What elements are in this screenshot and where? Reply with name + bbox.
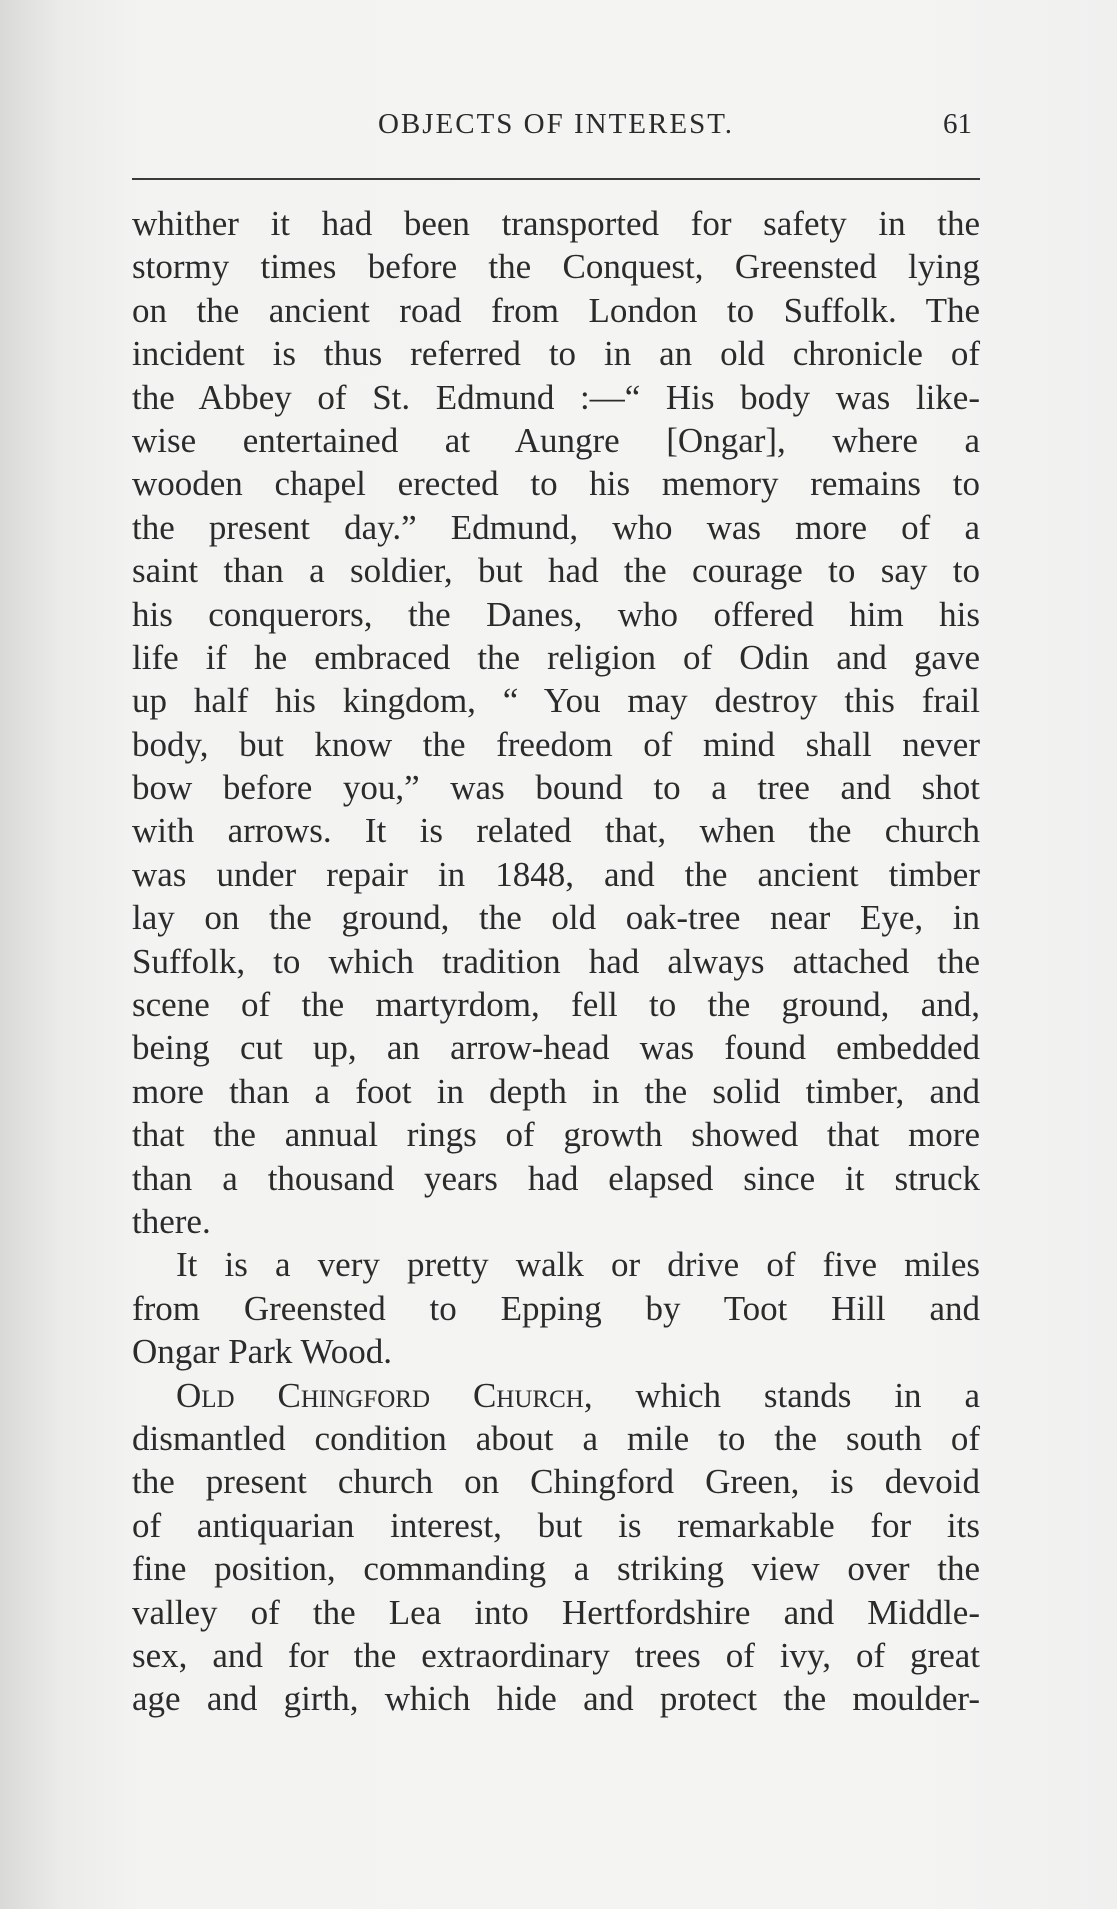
- text-line: than a thousand years had elapsed since it struck: [132, 1158, 980, 1198]
- text-line: Suffolk, to which tradition had always attached the: [132, 941, 980, 981]
- text-line: sex, and for the extraordinary trees of ivy, of great: [132, 1635, 980, 1675]
- text-line: on the ancient road from London to Suffolk. The: [132, 290, 980, 330]
- text-line: dismantled condition about a mile to the south of: [132, 1418, 980, 1458]
- text-line: scene of the martyrdom, fell to the ground, and,: [132, 985, 980, 1025]
- text-line: with arrows. It is related that, when the church: [132, 811, 980, 851]
- text-line: whither it had been transported for safety in the: [132, 204, 980, 243]
- section-heading-line: [132, 1374, 980, 1417]
- text-line: that the annual rings of growth showed that more: [132, 1115, 980, 1155]
- header-rule: [132, 178, 980, 180]
- page-header: [132, 104, 980, 144]
- text-line: body, but know the freedom of mind shall never: [132, 724, 980, 764]
- text-line: more than a foot in depth in the solid timber, and: [132, 1071, 980, 1111]
- section-heading: Old Chingford Church: [176, 1375, 584, 1415]
- text-line: the present day.” Edmund, who was more of a: [132, 507, 980, 547]
- text-line: wise entertained at Aungre [Ongar], where a: [132, 420, 980, 460]
- body-text: [132, 202, 980, 1721]
- text-line: fine position, commanding a striking view over the: [132, 1549, 980, 1589]
- text-line: saint than a soldier, but had the courage to say to: [132, 551, 980, 591]
- text-line: the Abbey of St. Edmund :—“ His body was like-: [132, 377, 980, 417]
- text-line: from Greensted to Epping by Toot Hill and: [132, 1288, 980, 1328]
- text-line: valley of the Lea into Hertfordshire and Middle-: [132, 1592, 980, 1632]
- running-head: OBJECTS OF INTEREST.: [377, 108, 735, 140]
- text-line: of antiquarian interest, but is remarkable for its: [132, 1505, 980, 1545]
- text-line: wooden chapel erected to his memory remains to: [132, 464, 980, 504]
- heading-line-rest: , which stands in a: [583, 1375, 981, 1415]
- text-line: being cut up, an arrow-head was found embedded: [132, 1028, 980, 1068]
- text-line: life if he embraced the religion of Odin and gave: [132, 637, 980, 677]
- text-line: the present church on Chingford Green, is devoid: [132, 1462, 980, 1502]
- text-line: incident is thus referred to in an old chronicle of: [132, 334, 980, 374]
- text-line: stormy times before the Conquest, Greensted lying: [132, 247, 980, 287]
- text-line: age and girth, which hide and protect the moulder-: [132, 1679, 980, 1719]
- text-line: lay on the ground, the old oak-tree near Eye, in: [132, 898, 980, 938]
- text-line: there.: [132, 1201, 211, 1241]
- text-line: bow before you,” was bound to a tree and shot: [132, 768, 980, 808]
- text-line: Ongar Park Wood.: [132, 1332, 392, 1372]
- page-number: 61: [943, 108, 972, 140]
- text-line: up half his kingdom, “ You may destroy this frail: [132, 681, 980, 721]
- text-line: his conquerors, the Danes, who offered him his: [132, 594, 980, 634]
- text-line: was under repair in 1848, and the ancient timber: [132, 854, 980, 894]
- text-line: It is a very pretty walk or drive of five miles: [176, 1245, 980, 1285]
